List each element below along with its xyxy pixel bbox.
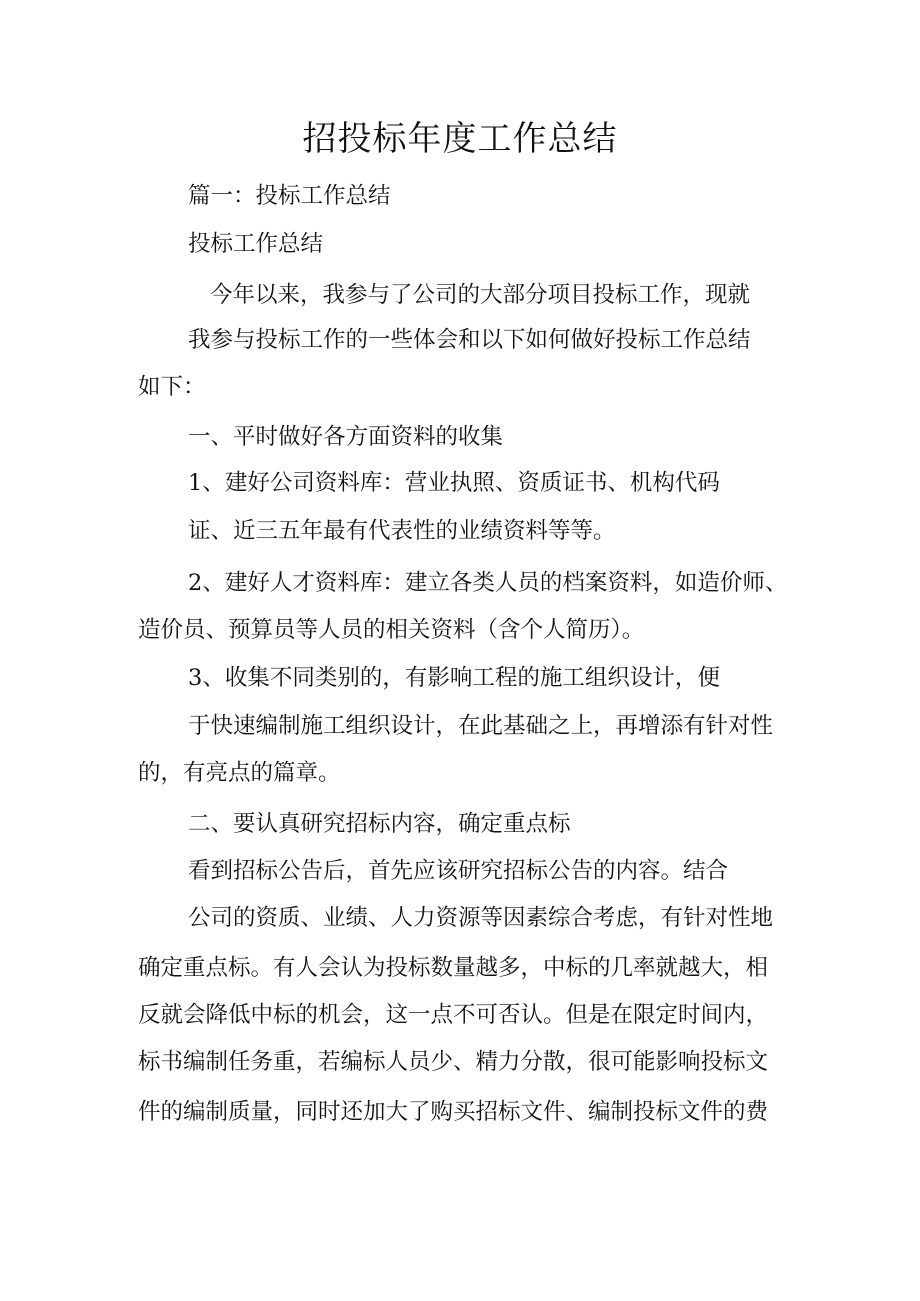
list-item-continuation: 造价员、预算员等人员的相关资料（含个人简历）。 — [138, 617, 645, 643]
paragraph-line: 件的编制质量，同时还加大了购买招标文件、编制投标文件的费 — [138, 1099, 769, 1125]
paragraph-line: 公司的资质、业绩、人力资源等因素综合考虑，有针对性地 — [188, 905, 774, 931]
list-item-continuation: 证、近三五年最有代表性的业绩资料等等。 — [188, 518, 616, 544]
section-heading: 篇一：投标工作总结 — [188, 183, 391, 209]
list-item-continuation: 的，有亮点的篇章。 — [138, 760, 341, 786]
list-item: 1、建好公司资料库：营业执照、资质证书、机构代码 — [188, 470, 720, 496]
list-heading: 一、平时做好各方面资料的收集 — [188, 424, 504, 450]
paragraph-line: 看到招标公告后，首先应该研究招标公告的内容。结合 — [188, 858, 729, 884]
paragraph-line: 今年以来，我参与了公司的大部分项目投标工作，现就 — [210, 282, 751, 308]
paragraph-line: 反就会降低中标的机会，这一点不可否认。但是在限定时间内， — [138, 1002, 769, 1028]
paragraph-line: 如下： — [138, 374, 206, 400]
list-item: 3、收集不同类别的，有影响工程的施工组织设计，便 — [188, 665, 720, 691]
paragraph-line: 标书编制任务重，若编标人员少、精力分散，很可能影响投标文 — [138, 1049, 769, 1075]
list-item: 2、建好人才资料库：建立各类人员的档案资料，如造价师、 — [188, 570, 788, 596]
paragraph-line: 确定重点标。有人会认为投标数量越多，中标的几率就越大，相 — [138, 955, 769, 981]
document-title: 招投标年度工作总结 — [302, 119, 618, 159]
subheading: 投标工作总结 — [188, 231, 324, 257]
list-item-continuation: 于快速编制施工组织设计，在此基础之上，再增添有针对性 — [188, 713, 774, 739]
list-heading: 二、要认真研究招标内容，确定重点标 — [188, 811, 571, 837]
paragraph-line: 我参与投标工作的一些体会和以下如何做好投标工作总结 — [188, 327, 751, 353]
